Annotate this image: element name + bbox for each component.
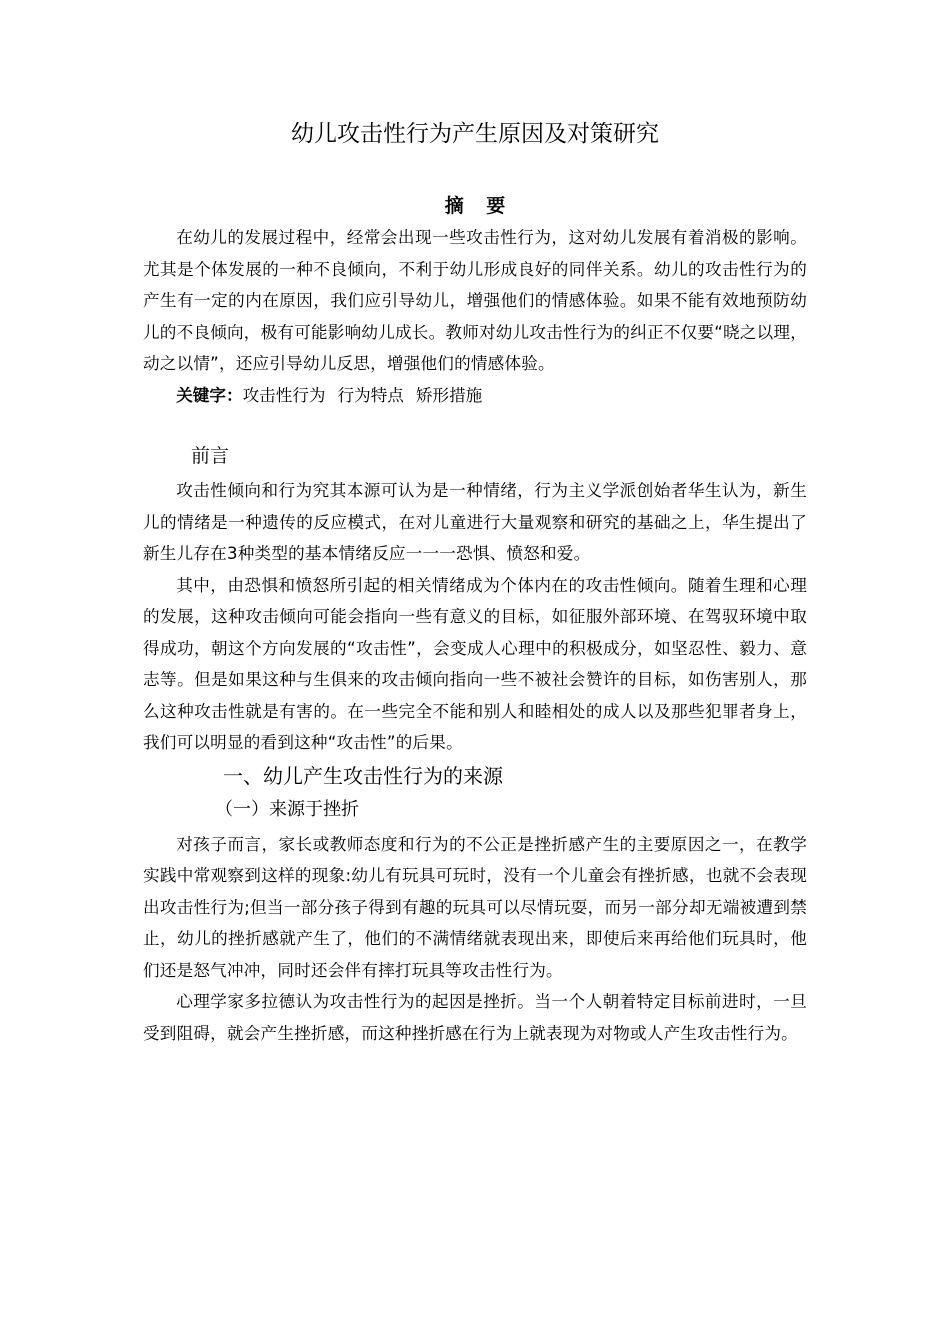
subsection-heading: （一）来源于挫折 xyxy=(215,798,359,820)
preface-paragraph: 攻击性倾向和行为究其本源可认为是一种情绪，行为主义学派创始者华生认为，新生儿的情绪是一种遗传的反应模式，在对儿童进行大量观察和研究的基础之上，华生提出了新生儿存在3种类型的基本情绪反应一一一恐惧、愤怒和爱。 xyxy=(143,481,807,563)
body-paragraph: 对孩子而言，家长或教师态度和行为的不公正是挫折感产生的主要原因之一，在教学实践中常观察到这样的现象:幼儿有玩具可玩时，没有一个儿童会有挫折感，也就不会表现出攻击性行为;但当一部分孩子得到有趣的玩具可以尽情玩耍，而另一部分却无端被遭到禁止，幼儿的挫折感就产生了，他们的不满情绪就表现出来，即使后来再给他们玩具时，他们还是怒气冲冲，同时还会伴有摔打玩具等攻击性行为。 xyxy=(143,834,807,980)
preface-paragraph: 其中，由恐惧和愤怒所引起的相关情绪成为个体内在的攻击性倾向。随着生理和心理的发展，这种攻击倾向可能会指向一些有意义的目标，如征服外部环境、在驾驭环境中取得成功，朝这个方向发展的“攻击性”，会变成人心理中的积极成分，如坚忍性、毅力、意志等。但是如果这种与生俱来的攻击倾向指向一些不被社会赞许的目标，如伤害别人，那么这种攻击性就是有害的。在一些完全不能和别人和睦相处的成人以及那些犯罪者身上，我们可以明显的看到这种“攻击性”的后果。 xyxy=(143,575,807,752)
keyword: 矫形措施 xyxy=(415,385,483,405)
document-content xyxy=(143,118,807,1049)
preface-heading: 前言 xyxy=(191,445,230,467)
keyword: 攻击性行为 xyxy=(242,385,326,405)
abstract-heading: 摘 要 xyxy=(444,195,514,217)
body-paragraph: 心理学家多拉德认为攻击性行为的起因是挫折。当一个人朝着特定目标前进时，一旦受到阻碍，就会产生挫折感，而这种挫折感在行为上就表现为对物或人产生攻击性行为。 xyxy=(143,992,807,1043)
section-heading: 一、幼儿产生攻击性行为的来源 xyxy=(223,763,503,788)
keywords-label: 关键字： xyxy=(176,385,243,405)
keywords-line xyxy=(143,380,807,412)
document-title: 幼儿攻击性行为产生原因及对策研究 xyxy=(291,121,659,147)
abstract-body: 在幼儿的发展过程中，经常会出现一些攻击性行为，这对幼儿发展有着消极的影响。尤其是个体发展的一种不良倾向，不利于幼儿形成良好的同伴关系。幼儿的攻击性行为的产生有一定的内在原因，我们应引导幼儿，增强他们的情感体验。如果不能有效地预防幼儿的不良倾向，极有可能影响幼儿成长。教师对幼儿攻击性行为的纠正不仅要“晓之以理，动之以情”，还应引导幼儿反思，增强他们的情感体验。 xyxy=(143,228,807,373)
keyword: 行为特点 xyxy=(337,385,404,405)
